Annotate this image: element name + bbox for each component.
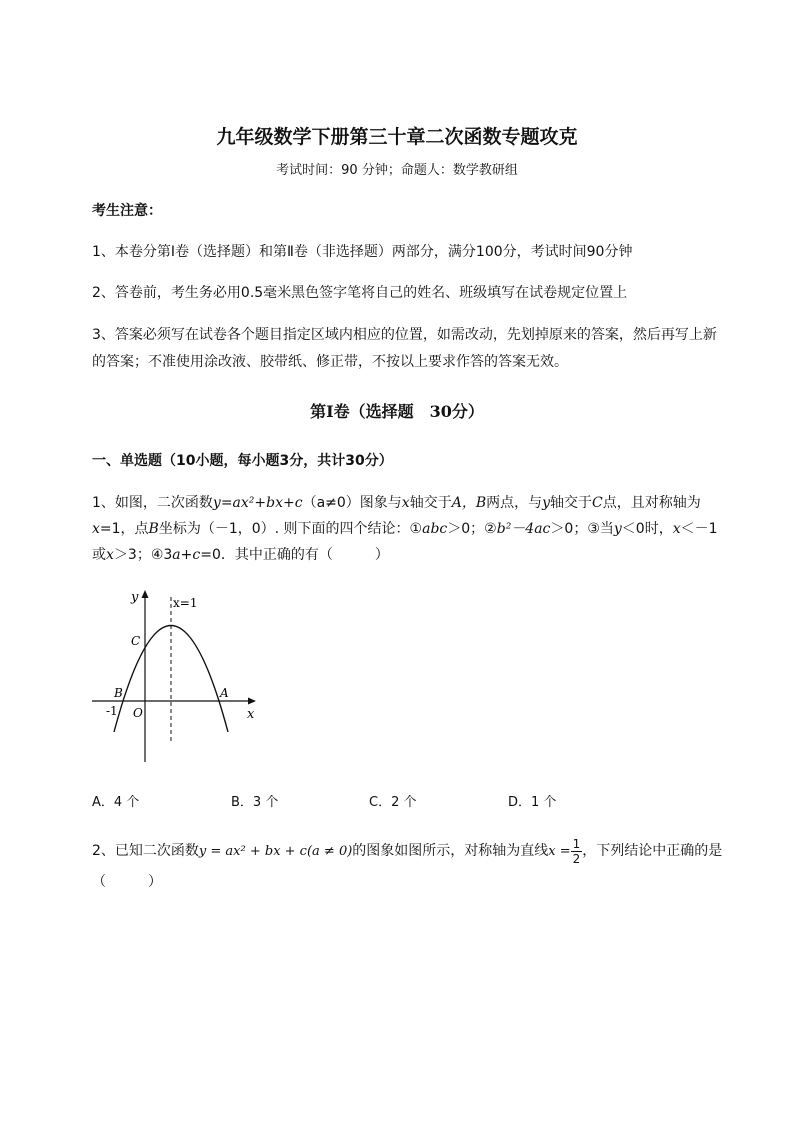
point-b-label: B bbox=[114, 686, 123, 700]
fraction-one-half: $\frac{1}{2}$ bbox=[572, 836, 581, 866]
point-a-label: A bbox=[220, 686, 229, 700]
notice-item-1: 1、本卷分第Ⅰ卷（选择题）和第Ⅱ卷（非选择题）两部分，满分100分，考试时间90分钟 bbox=[92, 244, 633, 260]
y-axis-arrow-icon bbox=[142, 590, 149, 598]
notice-item-2: 2、答卷前，考生务必用0.5毫米黑色签字笔将自己的姓名、班级填写在试卷规定位置上 bbox=[92, 285, 628, 301]
notice-item-3: 3、答案必须写在试卷各个题目指定区域内相应的位置，如需改动，先划掉原来的答案，然后再写上新 bbox=[92, 327, 717, 343]
q1-parabola-graph bbox=[90, 585, 270, 770]
option-c[interactable]: C．2 个 bbox=[369, 795, 417, 810]
minus-one-label: -1 bbox=[106, 704, 118, 718]
point-c-label: C bbox=[131, 634, 141, 648]
q1-line-1: 1、如图，二次函数y=ax²+bx+c（a≠0）图象与x轴交于A，B两点，与y轴交于C点，且对称轴为 bbox=[92, 495, 701, 511]
section-title: 第Ⅰ卷（选择题 30分） bbox=[310, 402, 484, 421]
option-d[interactable]: D．1 个 bbox=[508, 795, 557, 810]
q1-line-3: 或x＞3；④3a+c=0．其中正确的有（ ） bbox=[92, 547, 389, 563]
notice-heading: 考生注意： bbox=[92, 203, 162, 219]
exam-subtitle: 考试时间：90 分钟；命题人：数学教研组 bbox=[276, 163, 518, 178]
page-title: 九年级数学下册第三十章二次函数专题攻克 bbox=[216, 126, 578, 148]
x-axis-label: x bbox=[247, 707, 255, 722]
y-axis-label: y bbox=[131, 590, 139, 605]
symmetry-axis-label: x=1 bbox=[173, 596, 198, 610]
option-a[interactable]: A．4 个 bbox=[92, 795, 140, 810]
q1-line-2: x=1，点B坐标为（－1，0）. 则下面的四个结论：①abc＞0；②b²－4ac＞0；③当y＜0时，x＜－1 bbox=[92, 521, 718, 537]
x-axis-arrow-icon bbox=[248, 698, 256, 705]
q2-line-2: （ ） bbox=[92, 874, 162, 890]
notice-item-3-cont: 的答案；不准使用涂改液、胶带纸、修正带，不按以上要求作答的答案无效。 bbox=[92, 354, 568, 370]
q2-line-1: 2、已知二次函数y = ax² + bx + c(a ≠ 0)的图象如图所示，对称轴为直线x = $\frac{1}{2}$ ，下列结论中正确的是 bbox=[92, 836, 723, 866]
origin-label: O bbox=[133, 706, 143, 720]
option-b[interactable]: B．3 个 bbox=[231, 795, 279, 810]
part-heading: 一、单选题（10小题，每小题3分，共计30分） bbox=[92, 453, 393, 469]
